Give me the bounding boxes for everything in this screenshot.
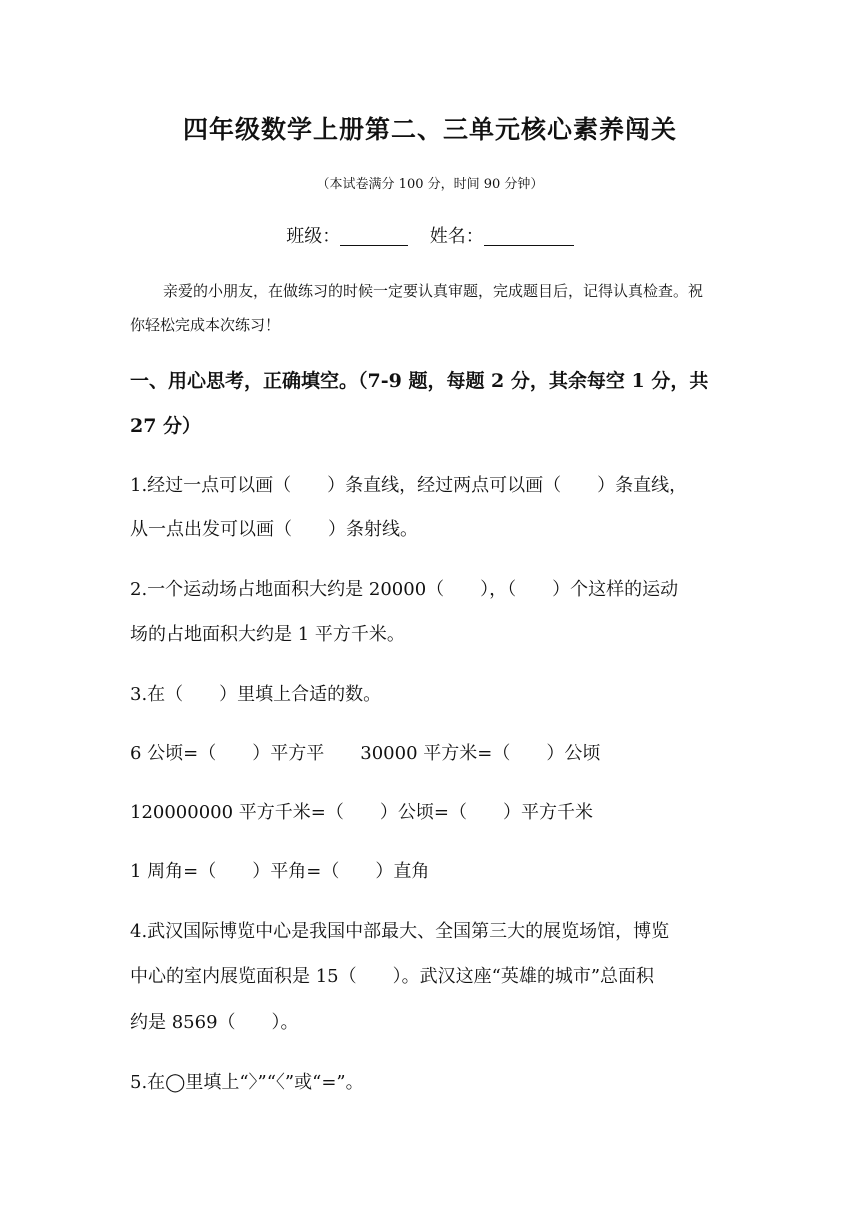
page-title: 四年级数学上册第二、三单元核心素养闯关 bbox=[182, 115, 677, 144]
question-2-line-1: 2.一个运动场占地面积大约是 20000（ ），（ ）个这样的运动 bbox=[130, 579, 679, 600]
question-3-row-b: 120000000 平方千米=（ ）公顷=（ ）平方千米 bbox=[130, 802, 593, 823]
intro-line-1: 亲爱的小朋友，在做练习的时候一定要认真审题，完成题目后，记得认真检查。祝 bbox=[163, 282, 704, 300]
student-info-line bbox=[0, 222, 860, 248]
question-5: 5.在◯里填上“〉”“〈”或“=”。 bbox=[130, 1072, 364, 1093]
section-1-heading-cont: 27 分） bbox=[130, 415, 202, 437]
intro-line-2: 你轻松完成本次练习！ bbox=[130, 316, 281, 334]
question-3-row-a: 6 公顷=（ ）平方平 30000 平方米=（ ）公顷 bbox=[130, 743, 601, 764]
page-subtitle: （本试卷满分 100 分，时间 90 分钟） bbox=[316, 177, 544, 192]
name-label: 姓名： bbox=[429, 226, 484, 247]
name-blank[interactable] bbox=[484, 227, 574, 246]
section-1-heading: 一、用心思考，正确填空。（7-9 题，每题 2 分，其余每空 1 分，共 bbox=[130, 370, 709, 392]
question-1-line-2: 从一点出发可以画（ ）条射线。 bbox=[130, 519, 418, 540]
question-4-line-1: 4.武汉国际博览中心是我国中部最大、全国第三大的展览场馆，博览 bbox=[130, 921, 670, 942]
class-label: 班级： bbox=[286, 226, 341, 247]
question-4-line-3: 约是 8569（ ）。 bbox=[130, 1012, 299, 1033]
question-3: 3.在（ ）里填上合适的数。 bbox=[130, 684, 382, 705]
question-2-line-2: 场的占地面积大约是 1 平方千米。 bbox=[130, 624, 405, 645]
question-1-line-1: 1.经过一点可以画（ ）条直线，经过两点可以画（ ）条直线， bbox=[130, 475, 688, 496]
question-4-line-2: 中心的室内展览面积是 15（ ）。武汉这座“英雄的城市”总面积 bbox=[130, 966, 655, 987]
class-blank[interactable] bbox=[340, 227, 408, 246]
question-3-row-c: 1 周角=（ ）平角=（ ）直角 bbox=[130, 861, 430, 882]
